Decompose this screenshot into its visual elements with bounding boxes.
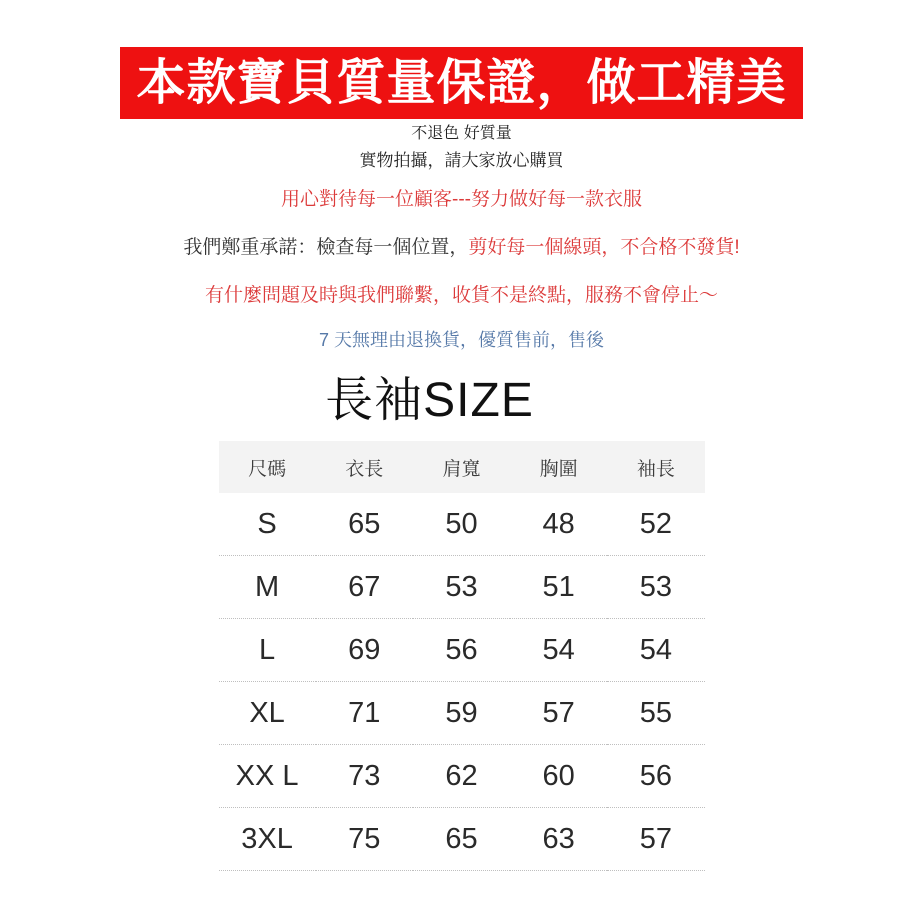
promo-line-service: 用心對待每一位顧客---努力做好每一款衣服 <box>281 189 642 210</box>
size-label-cell: 3XL <box>219 808 316 871</box>
measurement-cell: 71 <box>316 682 413 745</box>
size-label-cell: XL <box>219 682 316 745</box>
table-row <box>219 493 705 556</box>
measurement-cell: 62 <box>413 745 510 808</box>
measurement-cell: 65 <box>316 493 413 556</box>
measurement-cell: 48 <box>510 493 607 556</box>
measurement-cell: 57 <box>607 808 704 871</box>
measurement-cell: 50 <box>413 493 510 556</box>
promise-red-text: 剪好每一個線頭，不合格不發貨! <box>468 237 740 258</box>
header-row <box>219 441 705 493</box>
table-row <box>219 745 705 808</box>
promo-line-return-policy: 7 天無理由退換貨，優質售前，售後 <box>318 330 604 350</box>
header-shoulder: 肩寬 <box>413 441 510 493</box>
measurement-cell: 55 <box>607 682 704 745</box>
size-chart-table <box>219 441 705 871</box>
measurement-cell: 53 <box>607 556 704 619</box>
table-row <box>219 682 705 745</box>
header-sleeve: 袖長 <box>607 441 704 493</box>
measurement-cell: 56 <box>607 745 704 808</box>
measurement-cell: 65 <box>413 808 510 871</box>
measurement-cell: 60 <box>510 745 607 808</box>
measurement-cell: 63 <box>510 808 607 871</box>
measurement-cell: 53 <box>413 556 510 619</box>
quality-banner-text: 本款寶貝質量保證，做工精美 <box>136 55 787 110</box>
header-length: 衣長 <box>316 441 413 493</box>
promise-black-text: 我們鄭重承諾：檢查每一個位置， <box>183 237 469 258</box>
size-label-cell: XX L <box>219 745 316 808</box>
size-table-body <box>219 493 705 871</box>
table-row <box>219 556 705 619</box>
measurement-cell: 57 <box>510 682 607 745</box>
quality-banner <box>120 47 803 119</box>
size-label-cell: L <box>219 619 316 682</box>
measurement-cell: 56 <box>413 619 510 682</box>
size-chart-title: 長袖SIZE <box>325 374 534 427</box>
measurement-cell: 75 <box>316 808 413 871</box>
measurement-cell: 52 <box>607 493 704 556</box>
size-table-header <box>219 441 705 493</box>
measurement-cell: 51 <box>510 556 607 619</box>
size-label-cell: S <box>219 493 316 556</box>
measurement-cell: 73 <box>316 745 413 808</box>
measurement-cell: 69 <box>316 619 413 682</box>
promo-line-real-photo: 實物拍攝，請大家放心購買 <box>359 151 564 170</box>
promo-line-promise <box>0 236 923 260</box>
measurement-cell: 54 <box>510 619 607 682</box>
promo-line-contact: 有什麼問題及時與我們聯繫，收貨不是終點，服務不會停止～ <box>204 285 718 306</box>
measurement-cell: 54 <box>607 619 704 682</box>
size-label-cell: M <box>219 556 316 619</box>
header-chest: 胸圍 <box>510 441 607 493</box>
measurement-cell: 67 <box>316 556 413 619</box>
table-row <box>219 808 705 871</box>
table-row <box>219 619 705 682</box>
measurement-cell: 59 <box>413 682 510 745</box>
promo-line-no-fade: 不退色 好質量 <box>411 125 512 142</box>
header-size: 尺碼 <box>219 441 316 493</box>
